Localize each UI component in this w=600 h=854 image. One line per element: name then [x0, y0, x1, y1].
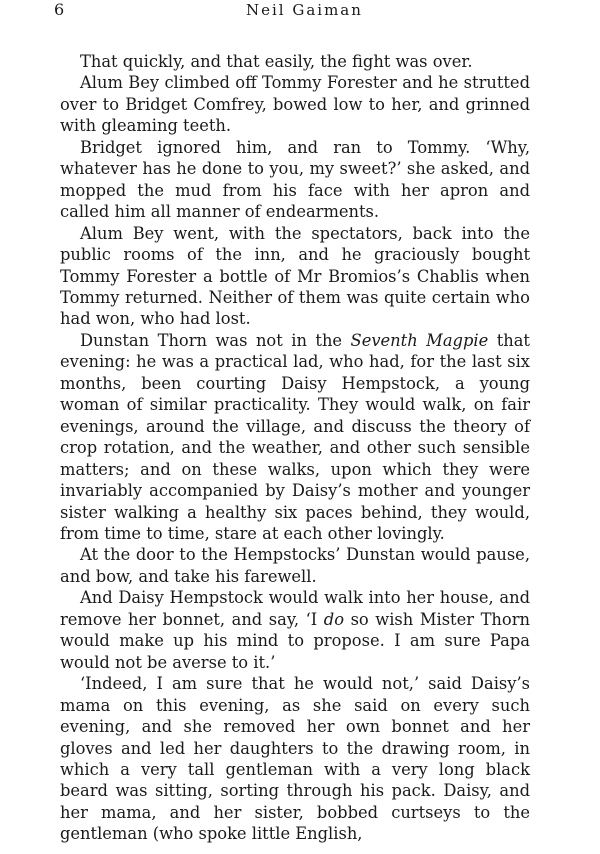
paragraph: [60, 137, 530, 223]
body-text: [60, 51, 530, 845]
page-header: [0, 0, 600, 24]
text-run: ‘Indeed, I am sure that he would not,’ said Daisy’s mama on this evening, as she said on every such evening, and she removed her own bonnet and her gloves and led her daughters to the drawing room, in which a very tall gentleman with a very long black beard was sitting, sorting through his pack. Daisy, and her mama, and her sister, bobbed curtseys to the gentleman (who spoke little English,: [60, 674, 530, 844]
paragraph: [60, 330, 530, 545]
text-run: Alum Bey climbed off Tommy Forester and he strutted over to Bridget Comfrey, bowed low to her, and grinned with gleaming teeth.: [60, 73, 530, 136]
paragraph: [60, 72, 530, 136]
paragraph: [60, 587, 530, 673]
text-run: And Daisy Hempstock would walk into her house, and remove her bonnet, and say, ‘I: [60, 588, 530, 629]
text-run: Dunstan Thorn was not in the: [80, 330, 351, 350]
text-run: Alum Bey went, with the spectators, back into the public rooms of the inn, and he graciously bought Tommy Forester a bottle of Mr Bromios’s Chablis when Tommy returned. Neither of them was quite certain who had won, who had lost.: [60, 223, 530, 329]
paragraph: [60, 223, 530, 330]
text-run: That quickly, and that easily, the fight was over.: [80, 52, 473, 71]
text-run: that evening: he was a practical lad, who had, for the last six months, been courting Daisy Hempstock, a young woman of similar practicality. They would walk, on fair evenings, around the village, and discuss the theory of crop rotation, and the weather, and other such sensible matters; and on these walks, upon which they were invariably accompanied by Daisy’s mother and younger sister walking a healthy six paces behind, they would, from time to time, stare at each other lovingly.: [60, 330, 530, 543]
running-head-author: Neil Gaiman: [246, 1, 363, 19]
page-number: 6: [54, 0, 65, 19]
paragraph: [60, 544, 530, 587]
text-run: Bridget ignored him, and ran to Tommy. ‘Why, whatever has he done to you, my sweet?’ she asked, and mopped the mud from his face with her apron and called him all manner of endearments.: [60, 137, 530, 222]
paragraph: [60, 673, 530, 845]
text-run: so wish Mister Thorn would make up his mind to propose. I am sure Papa would not be averse to it.’: [60, 609, 530, 672]
italic-text-run: Seventh Magpie: [350, 330, 489, 350]
italic-text-run: do: [323, 609, 345, 629]
text-run: At the door to the Hempstocks’ Dunstan would pause, and bow, and take his farewell.: [60, 545, 530, 586]
paragraph: [60, 51, 530, 72]
